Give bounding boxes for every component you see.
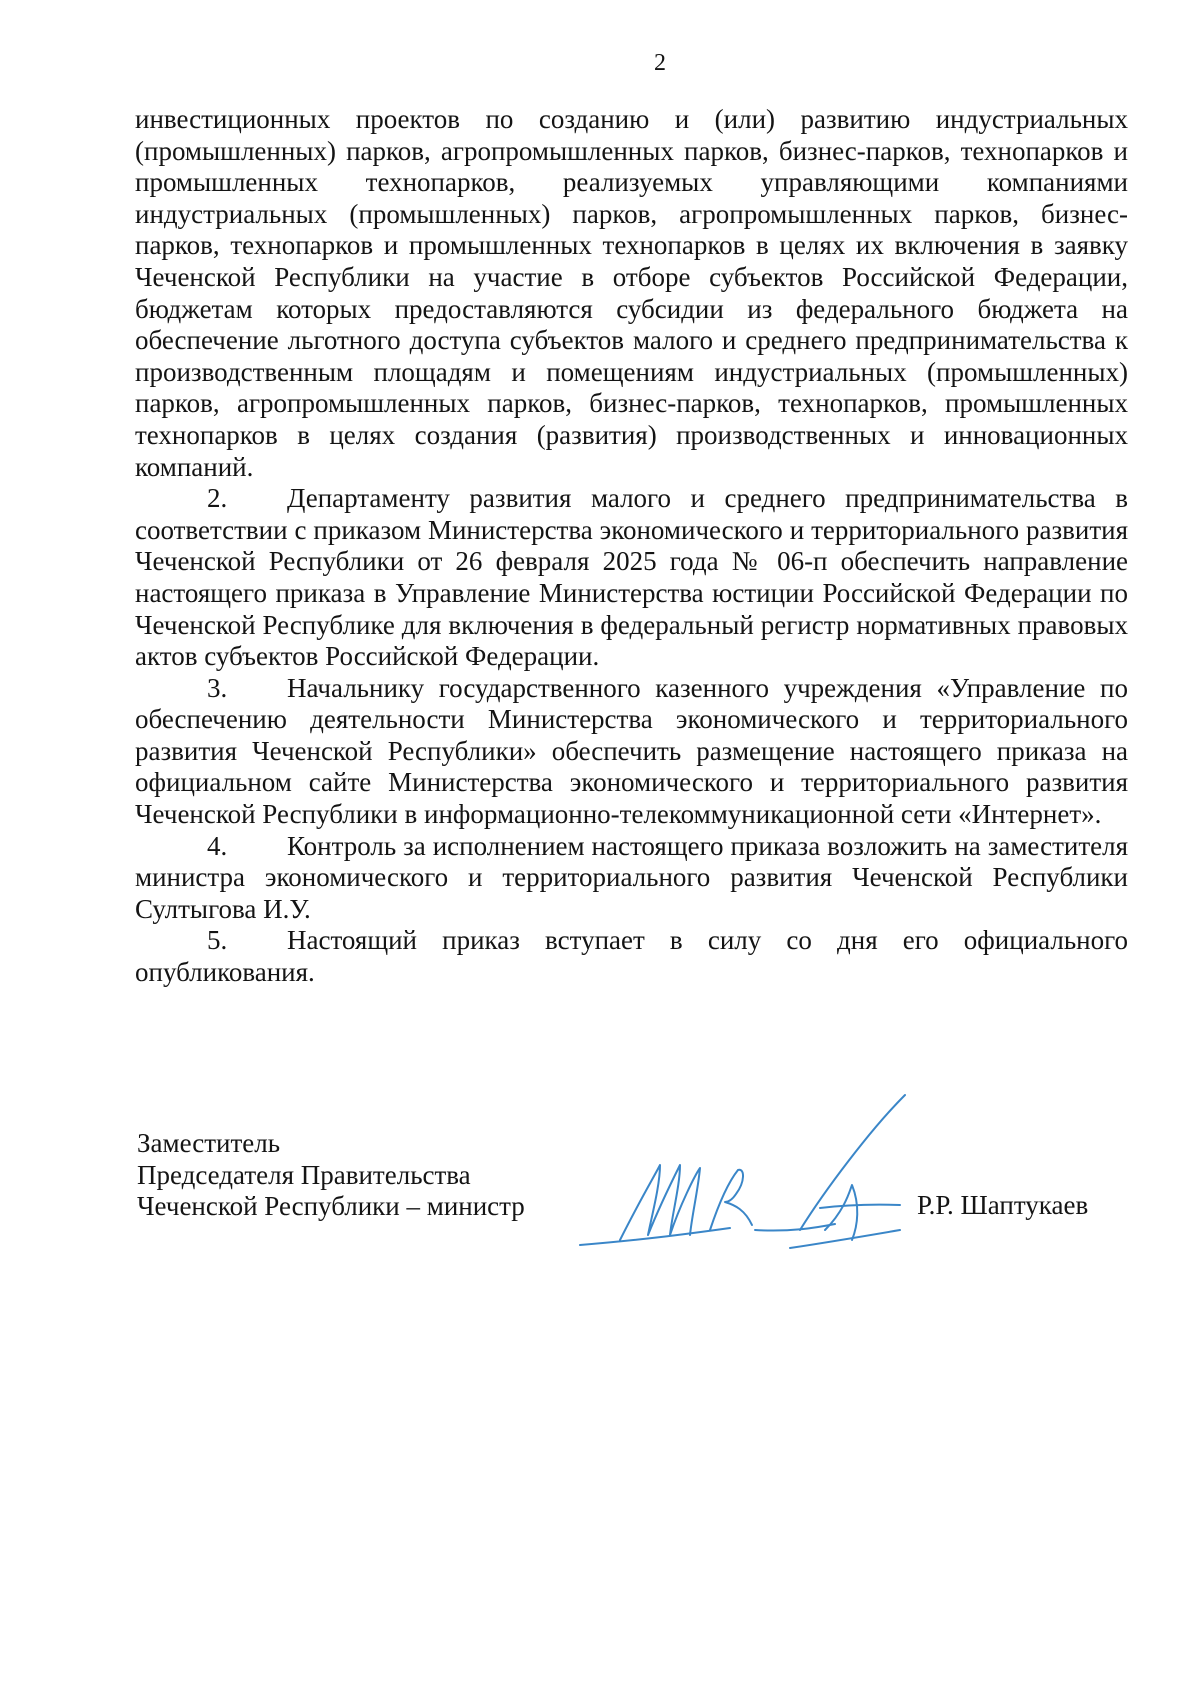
page-number: 2 bbox=[654, 50, 666, 76]
paragraph-4 bbox=[135, 831, 1128, 926]
paragraph-5-number: 5. bbox=[207, 925, 228, 956]
paragraph-5 bbox=[135, 925, 1128, 988]
signatory-position-line-2: Председателя Правительства bbox=[137, 1159, 471, 1190]
paragraph-2 bbox=[135, 483, 1128, 673]
paragraph-2-text: Департаменту развития малого и среднего предпринимательства в соответствии с приказом Министерства экономического и территориального развития Чеченской Республики от 26 февраля 2025 года № 06-п обеспечить направление настоящего приказа в Управление Министерства юстиции Российской Федерации по Чеченской Республике для включения в федеральный регистр нормативных правовых актов субъектов Российской Федерации. bbox=[135, 483, 1128, 672]
handwritten-signature bbox=[560, 1090, 960, 1270]
paragraph-5-text: Настоящий приказ вступает в силу со дня его официального опубликования. bbox=[135, 925, 1128, 988]
document-body bbox=[135, 104, 1128, 989]
paragraph-4-text: Контроль за исполнением настоящего приказа возложить на заместителя министра экономического и территориального развития Чеченской Республики Султыгова И.У. bbox=[135, 830, 1128, 924]
paragraph-4-number: 4. bbox=[207, 830, 228, 861]
signatory-position-line-1: Заместитель bbox=[137, 1128, 281, 1158]
signatory-position-line-3: Чеченской Республики – министр bbox=[137, 1191, 525, 1221]
signer-name: Р.Р. Шаптукаев bbox=[917, 1190, 1089, 1220]
paragraph-1-continuation: инвестиционных проектов по созданию и (или) развитию индустриальных (промышленных) парков, агропромышленных парков, бизнес-парков, технопарков и промышленных технопарков, реализуемых управляющими компаниями индустриальных (промышленных) парков, агропромышленных парков, бизнес-парков, технопарков и промышленных технопарков в целях их включения в заявку Чеченской Республики на участие в отборе субъектов Российской Федерации, бюджетам которых предоставляются субсидии из федерального бюджета на обеспечение льготного доступа субъектов малого и среднего предпринимательства к производственным площадям и помещениям индустриальных (промышленных) парков, агропромышленных парков, бизнес-парков, технопарков, промышленных технопарков в целях создания (развития) производственных и инновационных компаний. bbox=[135, 104, 1128, 482]
paragraph-3-number: 3. bbox=[207, 672, 228, 703]
paragraph-3-text: Начальнику государственного казенного учреждения «Управление по обеспечению деятельности Министерства экономического и территориального развития Чеченской Республики» обеспечить размещение настоящего приказа на официальном сайте Министерства экономического и территориального развития Чеченской Республики в информационно-телекоммуникационной сети «Интернет». bbox=[135, 672, 1128, 830]
paragraph-3 bbox=[135, 673, 1128, 831]
paragraph-2-number: 2. bbox=[207, 483, 228, 514]
signatory-position bbox=[137, 1128, 525, 1223]
